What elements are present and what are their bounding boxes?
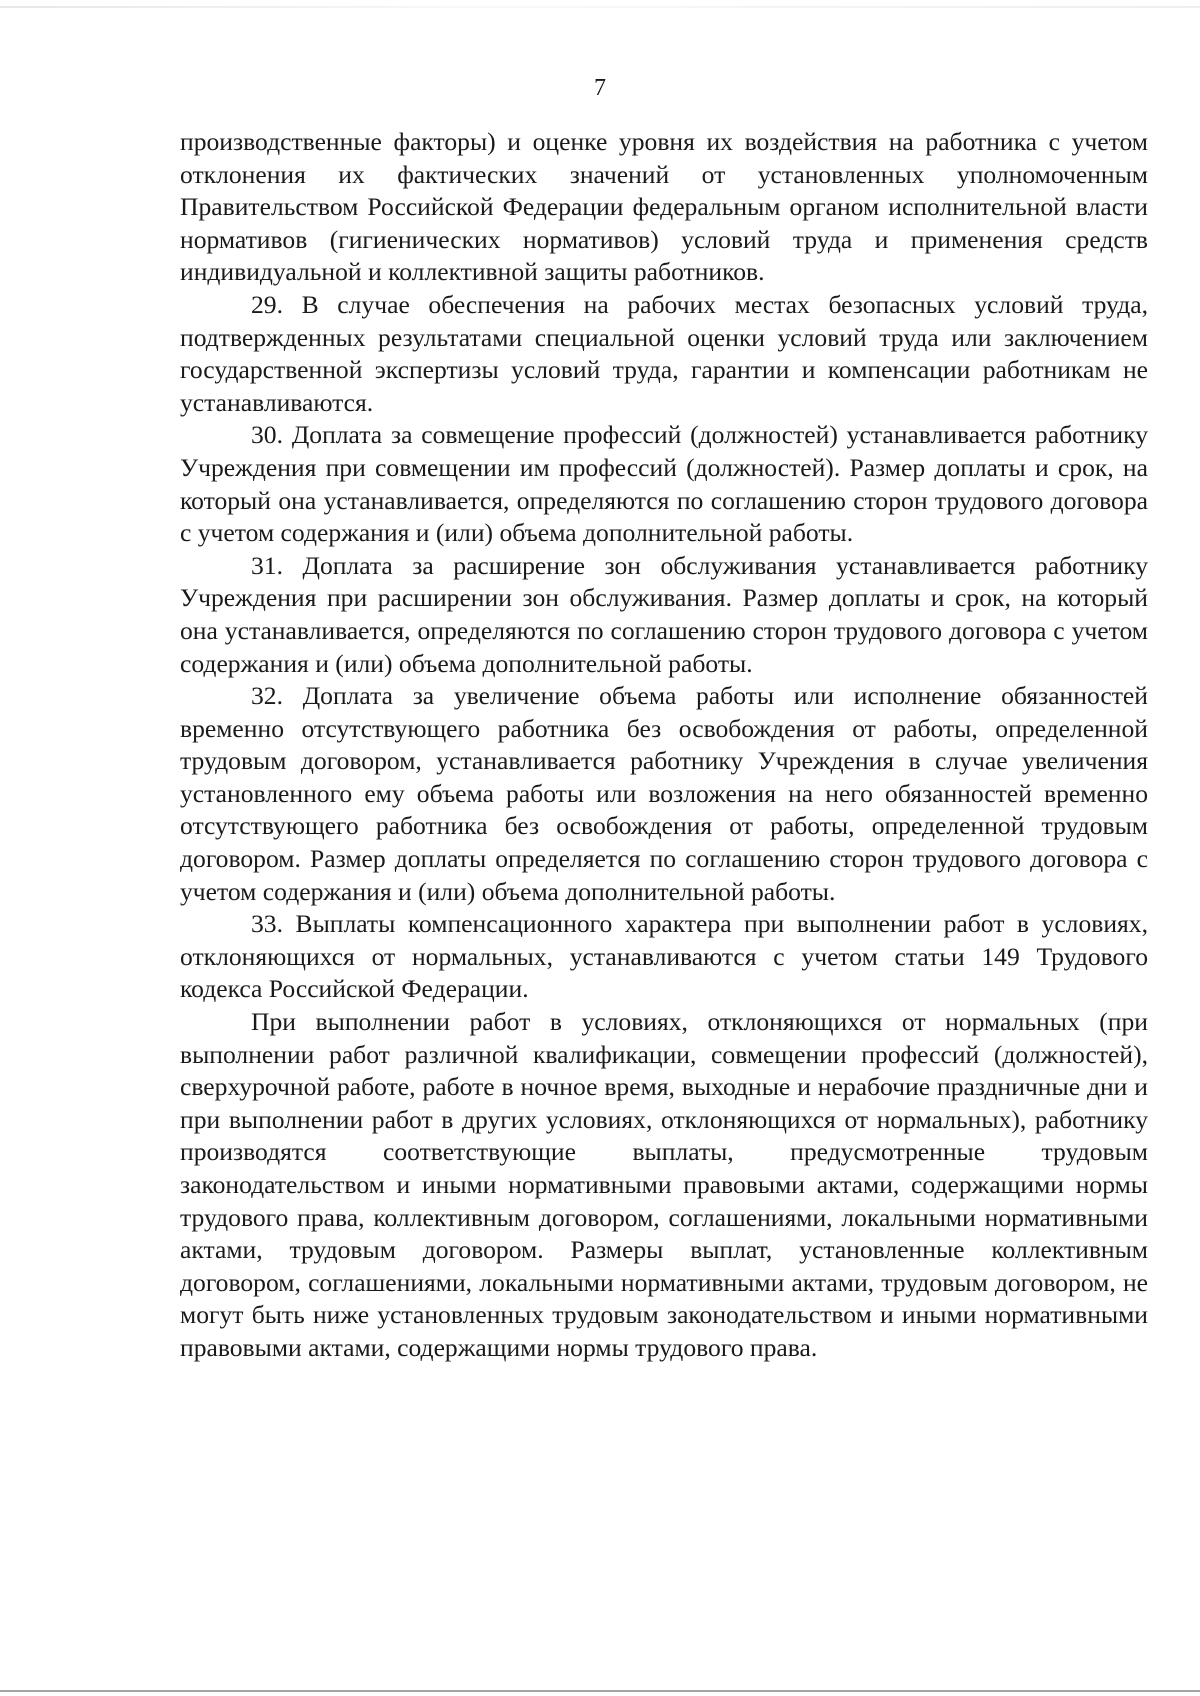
paragraph-31: 31. Доплата за расширение зон обслуживания устанавливается работнику Учреждения при расширении зон обслуживания. Размер доплаты и срок, на который она устанавливается, определяются по соглашению сторон трудового договора с учетом содержания и (или) объема дополнительной работы. (180, 550, 1148, 678)
scan-edge-top (0, 6, 1200, 8)
paragraph-33: 33. Выплаты компенсационного характера при выполнении работ в условиях, отклоняющихся от нормальных, устанавливаются с учетом статьи 149 Трудового кодекса Российской Федерации. (180, 909, 1148, 1004)
paragraph-29: 29. В случае обеспечения на рабочих местах безопасных условий труда, подтвержденных результатами специальной оценки условий труда или заключением государственной экспертизы условий труда, гарантии и компенсации работникам не устанавливаются. (180, 289, 1148, 417)
page-number: 7 (594, 75, 606, 101)
paragraph-continuation: производственные факторы) и оценке уровня их воздействия на работника с учетом отклонения их фактических значений от установленных уполномоченным Правительством Российской Федерации федеральным органом исполнительной власти нормативов (гигиенических нормативов) условий труда и применения средств индивидуальной и коллективной защиты работников. (180, 127, 1148, 287)
document-body (180, 126, 1148, 1365)
paragraph-30: 30. Доплата за совмещение профессий (должностей) устанавливается работнику Учреждения при совмещении им профессий (должностей). Размер доплаты и срок, на который она устанавливается, определяются по соглашению сторон трудового договора с учетом содержания и (или) объема дополнительной работы. (180, 420, 1148, 548)
paragraph-32: 32. Доплата за увеличение объема работы или исполнение обязанностей временно отсутствующего работника без освобождения от работы, определенной трудовым договором, устанавливается работнику Учреждения в случае увеличения установленного ему объема работы или возложения на него обязанностей временно отсутствующего работника без освобождения от работы, определенной трудовым договором. Размер доплаты определяется по соглашению сторон трудового договора с учетом содержания и (или) объема дополнительной работы. (180, 681, 1148, 906)
paragraph-33-continued: При выполнении работ в условиях, отклоняющихся от нормальных (при выполнении работ различной квалификации, совмещении профессий (должностей), сверхурочной работе, работе в ночное время, выходные и нерабочие праздничные дни и при выполнении работ в других условиях, отклоняющихся от нормальных), работнику производятся соответствующие выплаты, предусмотренные трудовым законодательством и иными нормативными правовыми актами, содержащими нормы трудового права, коллективным договором, соглашениями, локальными нормативными актами, трудовым договором. Размеры выплат, установленные коллективным договором, соглашениями, локальными нормативными актами, трудовым договором, не могут быть ниже установленных трудовым законодательством и иными нормативными правовыми актами, содержащими нормы трудового права. (180, 1007, 1148, 1362)
scan-edge-bottom (0, 1690, 1200, 1692)
